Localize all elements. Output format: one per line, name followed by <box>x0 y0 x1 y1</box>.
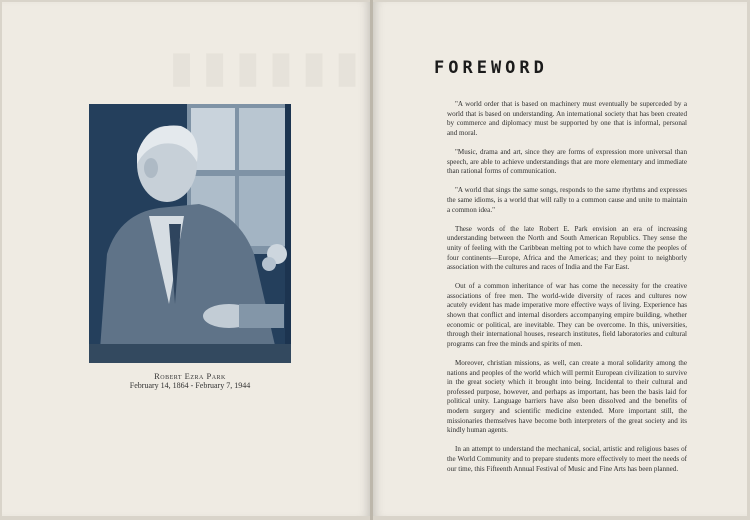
bleed-through-shadow: ▮▮▮▮▮▮ <box>170 43 369 90</box>
paragraph: Out of a common inheritance of war has come the necessity for the creative associations of free men. The world-wide diversity of races and cultures now acutely evident has made imperative more effective ways of living. Experience has shown that conflict and internal disorders accompanying empire building, whether economic or political, are inevitable. They can be overcome. In this, universities, through their international houses, research institutes, field laboratories and cultural programs can free the minds and spirits of men. <box>447 282 687 348</box>
paragraph: These words of the late Robert E. Park envision an era of increasing understanding between the North and South American Republics. They sense the unity of feeling with the Caribbean melting pot to which have come the peoples of four continents—Europe, Africa and the Americas; and they point to neighborly association with the cultures and races of India and the Far East. <box>447 224 687 272</box>
paragraph: "A world order that is based on machinery must eventually be superceded by a world that is based on understanding. An international society that has been created by commerce and diplomacy must be supported by one that is informal, personal and moral. <box>447 100 687 137</box>
portrait-photo <box>89 104 291 363</box>
paragraph: "Music, drama and art, since they are forms of expression more universal than speech, are able to achieve understandings that are more elementary and immediate than rational forms of communication. <box>447 147 687 176</box>
paragraph: In an attempt to understand the mechanical, social, artistic and religious bases of the World Community and to prepare students more effectively to meet the needs of our time, this Fifteenth Annual Festival of Music and Fine Arts has been planned. <box>447 445 687 473</box>
page-title: FOREWORD <box>434 58 548 78</box>
portrait-photo-icon <box>89 104 291 363</box>
foreword-body <box>447 100 687 484</box>
paragraph: Moreover, christian missions, as well, can create a moral solidarity among the nations and peoples of the world which will permit European civilization to survive in the great society which it brought into being. Incidental to their cultural and professed purpose, however, and perhaps as important, has been the basis laid for political unity. Language barriers have also been dissolved and the benefits of modern surgery and scientific medicine extended. More important still, the missionaries themselves have become both interpreters of the great society and its kindly human agents. <box>447 359 687 435</box>
paragraph: "A world that sings the same songs, responds to the same rhythms and expresses the same idioms, is a world that will rally to a common cause and unite to maintain a common idea." <box>447 186 687 214</box>
photo-caption <box>60 371 320 391</box>
caption-name: Robert Ezra Park <box>154 371 226 381</box>
caption-dates: February 14, 1864 - February 7, 1944 <box>129 381 251 390</box>
